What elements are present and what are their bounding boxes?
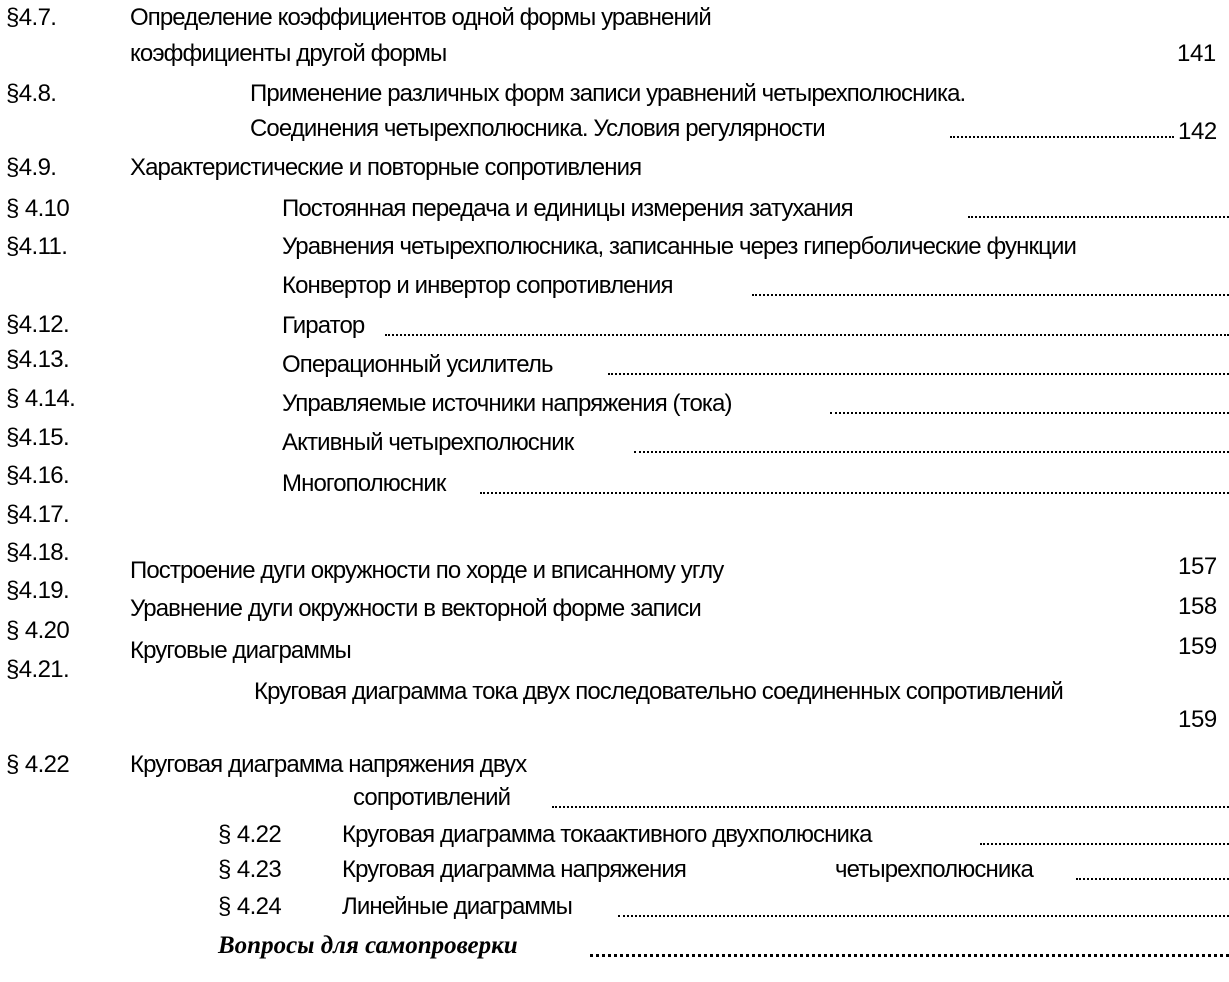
entry-4-9-title: Характеристические и повторные сопротивления [130, 154, 642, 181]
section-number-4-13: §4.13. [6, 346, 70, 373]
entry-4-24-title: Линейные диаграммы [342, 893, 572, 920]
dot-leader [634, 451, 1229, 453]
section-number-4-22-sub: § 4.22 [218, 821, 282, 848]
page-number-4-21: 159 [1178, 706, 1217, 733]
page-number-4-19: 158 [1178, 593, 1217, 620]
entry-4-18-title: Построение дуги окружности по хорде и вписанному углу [130, 557, 724, 584]
section-number-4-23: § 4.23 [218, 856, 282, 883]
section-number-4-20: § 4.20 [6, 617, 70, 644]
section-number-4-22: § 4.22 [6, 751, 70, 778]
section-number-4-14: § 4.14. [6, 385, 76, 412]
dot-leader [608, 373, 1229, 375]
page-number-4-20: 159 [1178, 633, 1217, 660]
section-number-4-16: §4.16. [6, 462, 70, 489]
entry-4-17-title: Многополюсник [282, 470, 446, 497]
entry-4-19-title: Уравнение дуги окружности в векторной форме записи [130, 595, 701, 622]
entry-4-23-title-part2: четырехполюсника [835, 856, 1033, 883]
entry-4-16-title: Активный четырехполюсник [282, 429, 574, 456]
entry-4-23-title-part1: Круговая диаграмма напряжения [342, 856, 686, 883]
dot-leader [950, 136, 1174, 138]
dot-leader [590, 954, 1229, 957]
entry-4-13-title: Гиратор [282, 312, 365, 339]
section-number-4-19: §4.19. [6, 577, 70, 604]
entry-4-7-title-line1: Определение коэффициентов одной формы уравнений [130, 4, 711, 31]
dot-leader [752, 294, 1229, 296]
section-number-4-12: §4.12. [6, 311, 70, 338]
entry-4-8-title-line1: Применение различных форм записи уравнений четырехполюсника. [250, 80, 966, 107]
section-number-4-7: §4.7. [6, 4, 57, 31]
page-number-4-18: 157 [1178, 553, 1217, 580]
page-number-4-8: 142 [1178, 118, 1217, 145]
dot-leader [980, 843, 1229, 845]
dot-leader [552, 806, 1229, 808]
entry-4-11-title: Уравнения четырехполюсника, записанные через гиперболические функции [282, 233, 1076, 260]
section-number-4-24: § 4.24 [218, 893, 282, 920]
section-number-4-8: §4.8. [6, 80, 57, 107]
entry-4-8-title-line2: Соединения четырехполюсника. Условия регулярности [250, 115, 825, 142]
entry-4-10-title: Постоянная передача и единицы измерения затухания [282, 195, 853, 222]
section-number-4-21: §4.21. [6, 656, 70, 683]
section-number-4-10: § 4.10 [6, 195, 70, 222]
entry-4-15-title: Управляемые источники напряжения (тока) [282, 390, 732, 417]
dot-leader [385, 334, 1229, 336]
self-check-questions-title: Вопросы для самопроверки [218, 932, 518, 959]
dot-leader [1076, 878, 1229, 880]
entry-4-22-sub-title: Круговая диаграмма токаактивного двухполюсника [342, 821, 872, 848]
entry-4-7-title-line2: коэффициенты другой формы [130, 40, 447, 67]
dot-leader [968, 216, 1229, 218]
section-number-4-17: §4.17. [6, 501, 70, 528]
entry-4-21-title: Круговая диаграмма тока двух последовательно соединенных сопротивлений [254, 678, 1063, 705]
section-number-4-11: §4.11. [6, 233, 68, 260]
entry-4-22-title-line2: сопротивлений [353, 784, 511, 811]
section-number-4-15: §4.15. [6, 424, 70, 451]
dot-leader [618, 915, 1229, 917]
entry-4-22-title-line1: Круговая диаграмма напряжения двух [130, 751, 527, 778]
section-number-4-9: §4.9. [6, 154, 57, 181]
page-number-4-7: 141 [1177, 40, 1216, 67]
section-number-4-18: §4.18. [6, 539, 70, 566]
entry-4-14-title: Операционный усилитель [282, 351, 553, 378]
dot-leader [830, 412, 1229, 414]
entry-4-12-title: Конвертор и инвертор сопротивления [282, 272, 673, 299]
dot-leader [480, 492, 1229, 494]
entry-4-20-title: Круговые диаграммы [130, 637, 351, 664]
